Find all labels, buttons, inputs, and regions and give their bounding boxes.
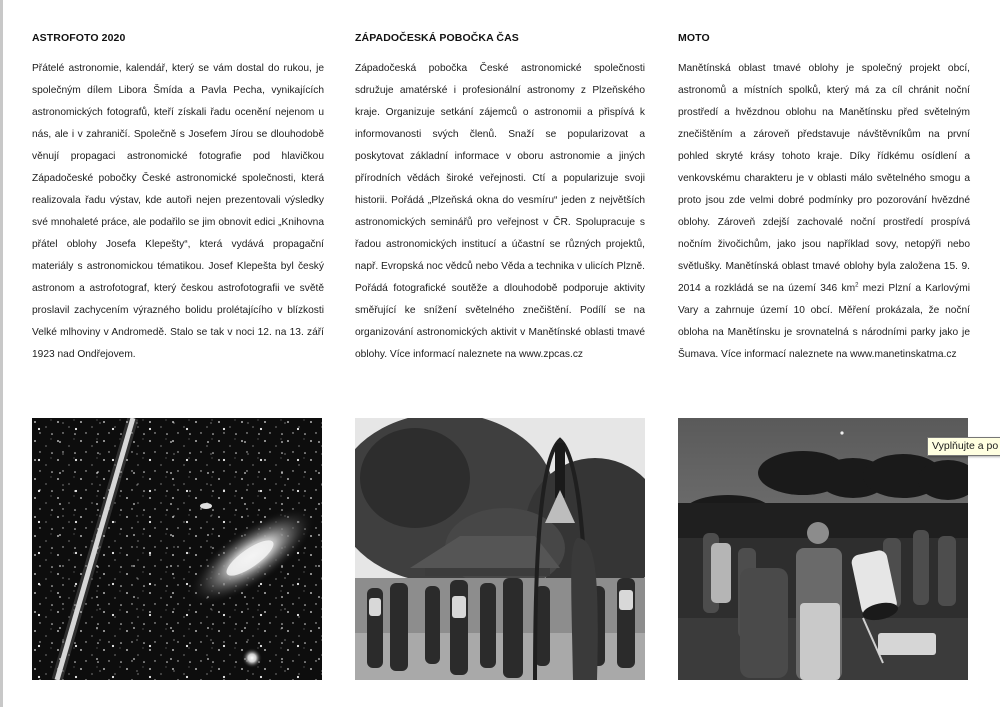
starfield-image-icon: [32, 418, 322, 680]
event-image-icon: [355, 418, 645, 680]
paragraph-astrofoto: Přátelé astronomie, kalendář, který se vám dostal do rukou, je společným dílem Libora Šmída a Pavla Pecha, vynikajících astronomických fotografů, kteří získali řadu ocenění nejenom u nás, ale i v zahraničí. Společně s Josefem Jírou se dlouhodobě věnují propagaci astronomické fotografie pod hlavičkou Západočeské pobočky České astronomické společnosti, která realizovala řadu výstav, kde autoři nejen prezentovali výsledky své mnohaleté práce, ale podařilo se jim obnovit edici „Knihovna přátel oblohy Josefa Klepešty“, která vydává propagační materiály s astronomickou tématikou. Josef Klepešta byl český astronom a astrofotograf, který českou astrofotografii ve světě proslavil zachycením výrazného bolidu prolétajícího v blízkosti Velké mlhoviny v Andromedě. Stalo se tak v noci 12. na 13. září 1923 nad Ondřejovem.: [32, 63, 324, 360]
heading-astrofoto: ASTROFOTO 2020: [32, 32, 126, 44]
heading-moto: MOTO: [678, 32, 710, 44]
telescope-night-observation-photo: [678, 418, 968, 680]
outdoor-event-crowd-photo: [355, 418, 645, 680]
bolide-andromeda-photo: [32, 418, 322, 680]
heading-zapadoceska-pobocka: ZÁPADOČESKÁ POBOČKA ČAS: [355, 32, 519, 44]
paragraph-zapadoceska-pobocka: Západočeská pobočka České astronomické společnosti sdružuje amatérské i profesionální astronomy z Plzeňského kraje. Organizuje setkání zájemců o astronomii a přispívá k informovanosti svých členů. Snaží se popularizovat a poskytovat základní informace v oboru astronomie a jiných přírodních vědách široké veřejnosti. Ctí a popularizuje svoji historii. Pořádá „Plzeňská okna do vesmíru“ jeden z největších astronomických seminářů pro veřejnost v ČR. Spolupracuje s řadou astronomických institucí a účastní se různých projektů, např. Evropská noc vědců nebo Věda a technika v ulicích Plzně. Pořádá fotografické soutěže a dlouhodobě podporuje aktivity směřující ke snížení světelného znečištění. Podílí se na organizování astronomických aktivit v Manětínské oblasti tmavé oblohy. Více informací naleznete na www.zpcas.cz: [355, 63, 645, 360]
paragraph-moto-part1: Manětínská oblast tmavé oblohy je společný projekt obcí, astronomů a místních spolků, který má za cíl chránit noční prostředí a hvězdnou oblohu na Manětínsku před světelným znečištěním a zároveň představuje návštěvníkům na první pohled skryté krásy tohoto kraje. Díky řídkému osídlení a venkovskému charakteru je v oblasti málo světelného smogu a proto jsou zde velmi dobré podmínky pro pozorování hvězdné oblohy. Zároveň zdejší zachovalé noční prostředí prospívá nočním živočichům, jako jsou například sovy, netopýři nebo světlušky. Manětínská oblast tmavé oblohy byla založena 15. 9. 2014 a rozkládá se na území 346 km: [678, 63, 970, 294]
night-observation-image-icon: [678, 418, 968, 680]
column-zapadoceska-pobocka: [355, 30, 645, 366]
superscript-squared: 2: [855, 282, 859, 289]
page-left-edge: [0, 0, 3, 707]
column-moto: [678, 30, 970, 366]
column-astrofoto: [32, 30, 324, 366]
paragraph-moto-part2: mezi Plzní a Karlovými Vary a zahrnuje území 10 obcí. Měření prokázala, že noční obloha na Manětínsku je srovnatelná s národními parky jako je Šumava. Více informací naleznete na www.manetinskatma.cz: [678, 283, 970, 360]
tooltip: Vyplňujte a po: [927, 437, 1000, 456]
paragraph-moto: [678, 58, 970, 366]
